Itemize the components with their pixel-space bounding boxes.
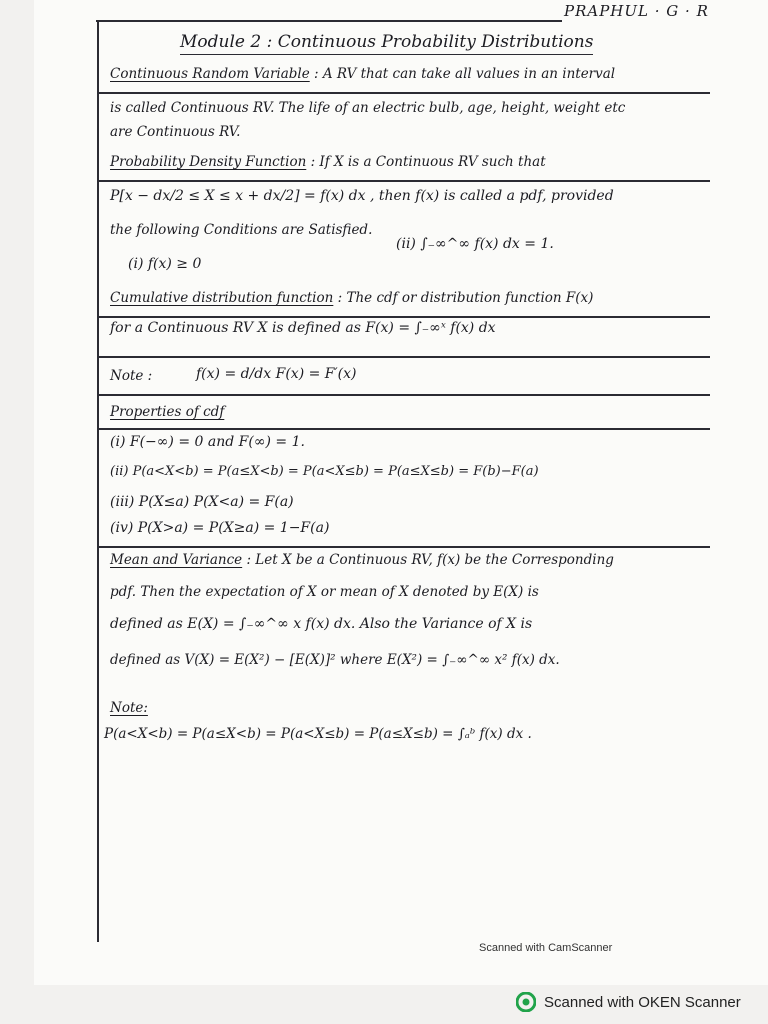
rule bbox=[98, 180, 710, 182]
rule bbox=[98, 546, 710, 548]
pdf-line-2: P[x − dx/2 ≤ X ≤ x + dx/2] = f(x) dx , then f(x) is called a pdf, provided bbox=[110, 188, 614, 204]
mv-text-1: : Let X be a Continuous RV, f(x) be the Corresponding bbox=[242, 552, 614, 568]
crv-line-1 bbox=[110, 66, 720, 82]
pdf-condition-1: (i) f(x) ≥ 0 bbox=[128, 256, 202, 272]
cdf-line-2: for a Continuous RV X is defined as F(x) = ∫₋∞ˣ f(x) dx bbox=[110, 320, 496, 336]
crv-text-1: : A RV that can take all values in an interval bbox=[309, 66, 616, 82]
crv-line-3: are Continuous RV. bbox=[110, 124, 241, 140]
oken-scanner-badge bbox=[516, 990, 741, 1014]
pdf-line-3: the following Conditions are Satisfied. bbox=[110, 222, 373, 238]
property-3: (iii) P(X≤a) P(X<a) = F(a) bbox=[110, 494, 294, 510]
crv-heading: Continuous Random Variable bbox=[110, 66, 310, 82]
rule bbox=[98, 92, 710, 94]
crv-line-2: is called Continuous RV. The life of an electric bulb, age, height, weight etc bbox=[110, 100, 626, 116]
property-2: (ii) P(a<X<b) = P(a≤X<b) = P(a<X≤b) = P(a≤X≤b) = F(b)−F(a) bbox=[110, 464, 539, 479]
pdf-condition-2: (ii) ∫₋∞^∞ f(x) dx = 1. bbox=[396, 236, 554, 252]
margin-line bbox=[97, 20, 99, 942]
mv-line-2: pdf. Then the expectation of X or mean of X denoted by E(X) is bbox=[110, 584, 539, 600]
mv-heading: Mean and Variance bbox=[110, 552, 243, 568]
cdf-text-1: : The cdf or distribution function F(x) bbox=[333, 290, 594, 306]
mv-line-4: defined as V(X) = E(X²) − [E(X)]² where E(X²) = ∫₋∞^∞ x² f(x) dx. bbox=[110, 652, 560, 668]
mv-line-3: defined as E(X) = ∫₋∞^∞ x f(x) dx. Also the Variance of X is bbox=[110, 616, 533, 632]
mv-line-1 bbox=[110, 552, 720, 568]
oken-scanner-text: Scanned with OKEN Scanner bbox=[544, 993, 741, 1011]
rule bbox=[98, 316, 710, 318]
property-4: (iv) P(X>a) = P(X≥a) = 1−F(a) bbox=[110, 520, 330, 536]
pdf-text-1: : If X is a Continuous RV such that bbox=[306, 154, 546, 170]
scanned-page bbox=[34, 0, 768, 985]
note-1-equation: f(x) = d/dx F(x) = F′(x) bbox=[196, 366, 357, 382]
rule bbox=[98, 428, 710, 430]
oken-logo-icon bbox=[516, 992, 536, 1012]
properties-heading: Properties of cdf bbox=[110, 404, 225, 420]
cdf-line-1 bbox=[110, 290, 720, 306]
note-2-label: Note: bbox=[110, 700, 148, 716]
rule bbox=[98, 356, 710, 358]
rule bbox=[98, 394, 710, 396]
note-1-label: Note : bbox=[110, 368, 153, 384]
page-title: Module 2 : Continuous Probability Distributions bbox=[180, 32, 593, 55]
camscanner-watermark: Scanned with CamScanner bbox=[479, 942, 613, 954]
note-2-equation: P(a<X<b) = P(a≤X<b) = P(a<X≤b) = P(a≤X≤b) = ∫ₐᵇ f(x) dx . bbox=[104, 726, 532, 742]
top-rule bbox=[96, 20, 562, 22]
pdf-line-1 bbox=[110, 154, 720, 170]
pdf-heading: Probability Density Function bbox=[110, 154, 307, 170]
property-1: (i) F(−∞) = 0 and F(∞) = 1. bbox=[110, 434, 305, 450]
cdf-heading: Cumulative distribution function bbox=[110, 290, 334, 306]
author-name: PRAPHUL · G · R bbox=[564, 2, 709, 20]
